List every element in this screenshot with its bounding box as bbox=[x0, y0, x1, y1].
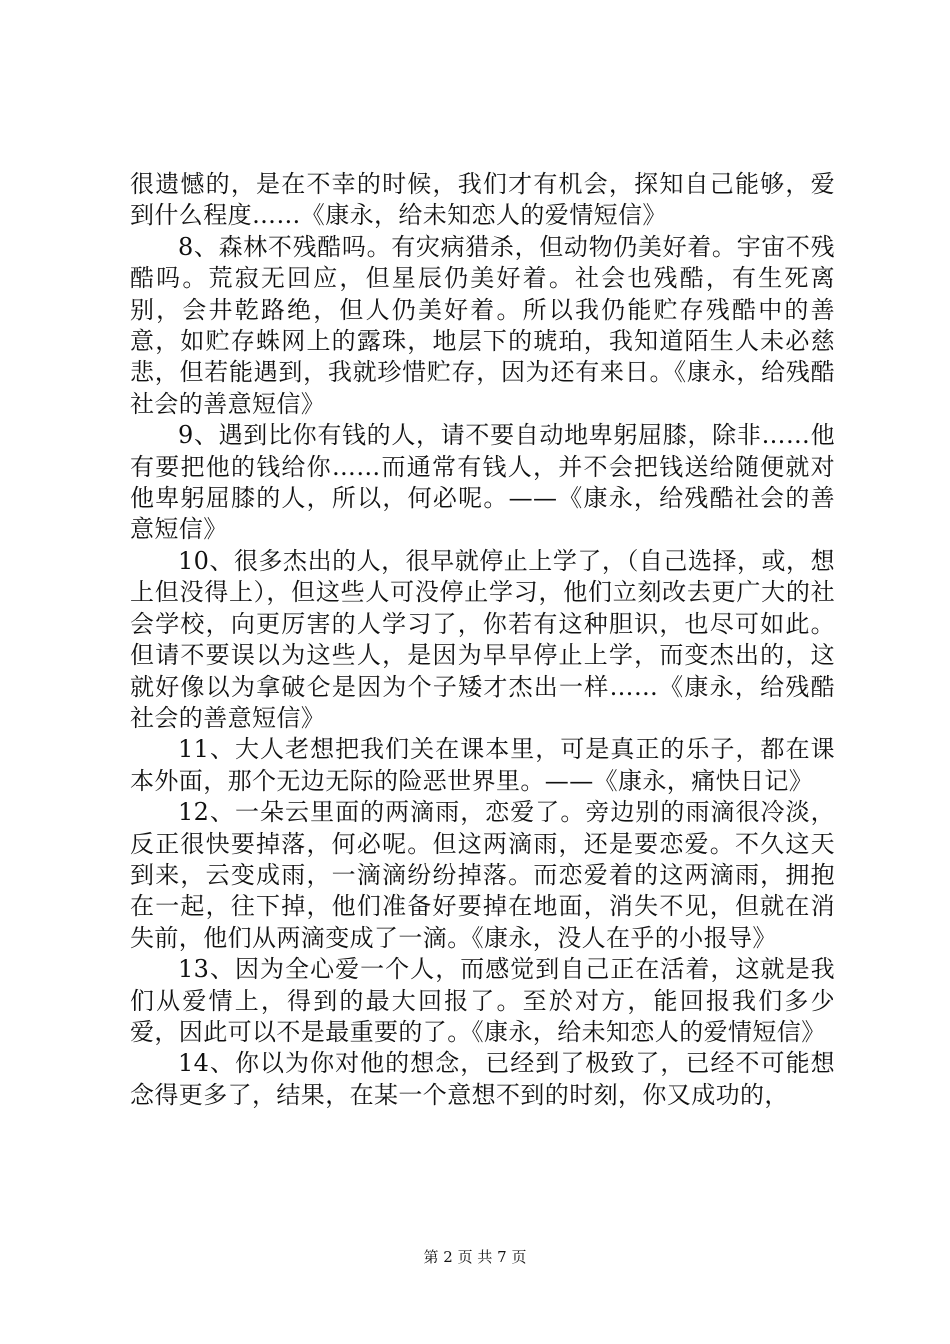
paragraph-item-10: 10、很多杰出的人，很早就停止上学了，（自己选择，或，想上但没得上），但这些人可没停止学习，他们立刻改去更广大的社会学校，向更厉害的人学习了，你若有这种胆识，也尽可如此。但请不要误以为这些人，是因为早早停止上学，而变杰出的，这就好像以为拿破仑是因为个子矮才杰出一样……《康永，给残酷社会的善意短信》 bbox=[130, 546, 835, 732]
paragraph-item-11: 11、大人老想把我们关在课本里，可是真正的乐子，都在课本外面，那个无边无际的险恶世界里。——《康永，痛快日记》 bbox=[130, 735, 835, 795]
paragraph-item-13: 13、因为全心爱一个人，而感觉到自己正在活着，这就是我们从爱情上，得到的最大回报了。至於对方，能回报我们多少爱，因此可以不是最重要的了。《康永，给未知恋人的爱情短信》 bbox=[130, 955, 835, 1046]
paragraph-item-14: 14、你以为你对他的想念，已经到了极致了，已经不可能想念得更多了，结果，在某一个意想不到的时刻，你又成功的， bbox=[130, 1049, 835, 1109]
page-footer bbox=[0, 1247, 950, 1267]
paragraph-item-9: 9、遇到比你有钱的人，请不要自动地卑躬屈膝，除非……他有要把他的钱给你……而通常有钱人，并不会把钱送给随便就对他卑躬屈膝的人，所以，何必呢。——《康永，给残酷社会的善意短信》 bbox=[130, 421, 835, 544]
paragraph-item-8: 8、森林不残酷吗。有灾病猎杀，但动物仍美好着。宇宙不残酷吗。荒寂无回应，但星辰仍美好着。社会也残酷，有生死离别，会井乾路绝，但人仍美好着。所以我仍能贮存残酷中的善意，如贮存蛛网上的露珠，地层下的琥珀，我知道陌生人未必慈悲，但若能遇到，我就珍惜贮存，因为还有来日。《康永，给残酷社会的善意短信》 bbox=[130, 232, 835, 418]
page-number-label: 第 2 页 共 7 页 bbox=[423, 1248, 527, 1266]
paragraph-item-12: 12、一朵云里面的两滴雨，恋爱了。旁边别的雨滴很冷淡，反正很快要掉落，何必呢。但这两滴雨，还是要恋爱。不久这天到来，云变成雨，一滴滴纷纷掉落。而恋爱着的这两滴雨，拥抱在一起，往下掉，他们准备好要掉在地面，消失不见，但就在消失前，他们从两滴变成了一滴。《康永，没人在乎的小报导》 bbox=[130, 798, 835, 952]
paragraph-continuation: 很遗憾的，是在不幸的时候，我们才有机会，探知自己能够，爱到什么程度……《康永，给未知恋人的爱情短信》 bbox=[130, 170, 835, 230]
document-body bbox=[130, 169, 835, 1111]
